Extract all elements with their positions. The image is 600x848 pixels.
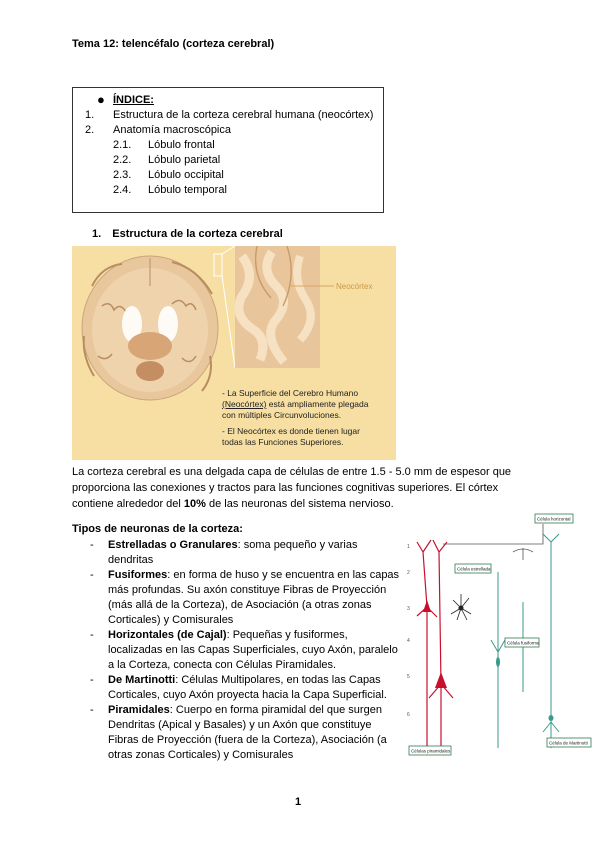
caption-line: - La Superficie del Cerebro Humano xyxy=(222,388,359,398)
index-subitem-label: Lóbulo parietal xyxy=(148,154,221,166)
index-subitem-label: Lóbulo frontal xyxy=(148,139,215,151)
index-subitem-num: 2.3. xyxy=(113,169,132,181)
index-subitem-num: 2.4. xyxy=(113,184,132,196)
neuron-desc: : Células Multipolares, en todas las Capas Corticales, cuyo Axón proyecta hacia la Capa Superficial. xyxy=(108,674,387,701)
neuron-name: Piramidales xyxy=(108,704,170,716)
brain-figure xyxy=(72,246,396,460)
caption-line xyxy=(222,399,368,410)
neuron-diagram xyxy=(403,512,593,758)
neuron-name: De Martinotti xyxy=(108,674,176,686)
neuron-desc: : en forma de huso y se encuentra en las capas más profundas. Su axón constituye Fibras de Proyección (más allá de la Corteza), de Asociación (a otras zonas Corticales) y Comisurales xyxy=(108,569,400,626)
neuron-desc: : Pequeñas y fusiformes, localizadas en las Capas Superficiales, cuyo Axón, paralelo a la Corteza, conecta con Células Piramidales. xyxy=(108,629,398,671)
dash: - xyxy=(90,704,94,716)
caption-rest: está ampliamente plegada xyxy=(266,399,369,409)
neuron-name: Fusiformes xyxy=(108,569,168,581)
caption-line: todas las Funciones Superiores. xyxy=(222,437,344,447)
dash: - xyxy=(90,539,94,551)
list-item xyxy=(90,703,400,763)
list-item xyxy=(90,673,400,703)
neuron-name: Horizontales (de Cajal) xyxy=(108,629,227,641)
caption-neocortex: (Neocórtex) xyxy=(222,399,267,409)
layer-number: 3 xyxy=(407,606,410,612)
list-item xyxy=(90,628,400,673)
layer-number: 5 xyxy=(407,674,410,680)
label-horizontal: Célula horizontal xyxy=(537,516,571,522)
index-subitem-num: 2.1. xyxy=(113,139,132,151)
label-stellate: Célula estrellada xyxy=(457,566,491,572)
caption-line: con múltiples Circunvoluciones. xyxy=(222,410,342,420)
para-text: de las neuronas del sistema nervioso. xyxy=(205,498,394,510)
index-heading: ÍNDICE: xyxy=(113,94,154,106)
index-box xyxy=(72,87,384,213)
index-item-num: 2. xyxy=(85,124,95,136)
para-bold: 10% xyxy=(183,498,206,510)
label-martinotti: Célula de Martinotti xyxy=(549,740,588,746)
document-title: Tema 12: telencéfalo (corteza cerebral) xyxy=(72,38,275,50)
index-subitem-num: 2.2. xyxy=(113,154,132,166)
index-item-label: Anatomía macroscópica xyxy=(113,124,231,136)
index-item-label: Estructura de la corteza cerebral humana (neocórtex) xyxy=(113,109,374,121)
label-pyramidal: Células piramidales xyxy=(411,748,451,754)
index-subitem-label: Lóbulo temporal xyxy=(148,184,227,196)
neuron-desc: : Cuerpo en forma piramidal del que surgen Dendritas (Apical y Basales) y un Axón que constituye Fibras de Proyección (fuera de la Corteza), Asociación (a otras zonas Corticales) y Comisurales xyxy=(108,704,387,761)
index-subitem-label: Lóbulo occipital xyxy=(148,169,224,181)
page-number: 1 xyxy=(295,796,302,808)
neocortex-label: Neocórtex xyxy=(336,282,373,291)
layer-number: 6 xyxy=(407,712,410,718)
neuron-name: Estrelladas o Granulares xyxy=(108,539,238,551)
para-text: La corteza cerebral es una delgada capa de células de entre 1.5 - 5.0 mm de espesor que proporciona las conexiones y tractos para las funciones cognitivas superiores. El córtex contiene alrededor del xyxy=(72,466,512,510)
dash: - xyxy=(90,569,94,581)
dash: - xyxy=(90,629,94,641)
bullet-icon: ● xyxy=(97,92,105,107)
list-item xyxy=(90,568,400,628)
neuron-types-heading: Tipos de neuronas de la corteza: xyxy=(72,523,243,535)
dash: - xyxy=(90,674,94,686)
list-item xyxy=(90,538,400,568)
layer-number: 4 xyxy=(407,638,410,644)
layer-number: 2 xyxy=(407,570,410,576)
label-fusiform: Célula fusiforme xyxy=(507,640,540,646)
neuron-desc: : soma pequeño y varias dendritas xyxy=(108,539,358,566)
section-title: Estructura de la corteza cerebral xyxy=(112,228,283,240)
section-heading xyxy=(92,228,283,240)
neuron-types-list xyxy=(90,538,400,763)
caption-line: - El Neocórtex es donde tienen lugar xyxy=(222,426,360,436)
index-item-num: 1. xyxy=(85,109,95,121)
layer-number: 1 xyxy=(407,544,410,550)
section-number: 1. xyxy=(92,228,102,240)
intro-paragraph xyxy=(72,464,522,512)
